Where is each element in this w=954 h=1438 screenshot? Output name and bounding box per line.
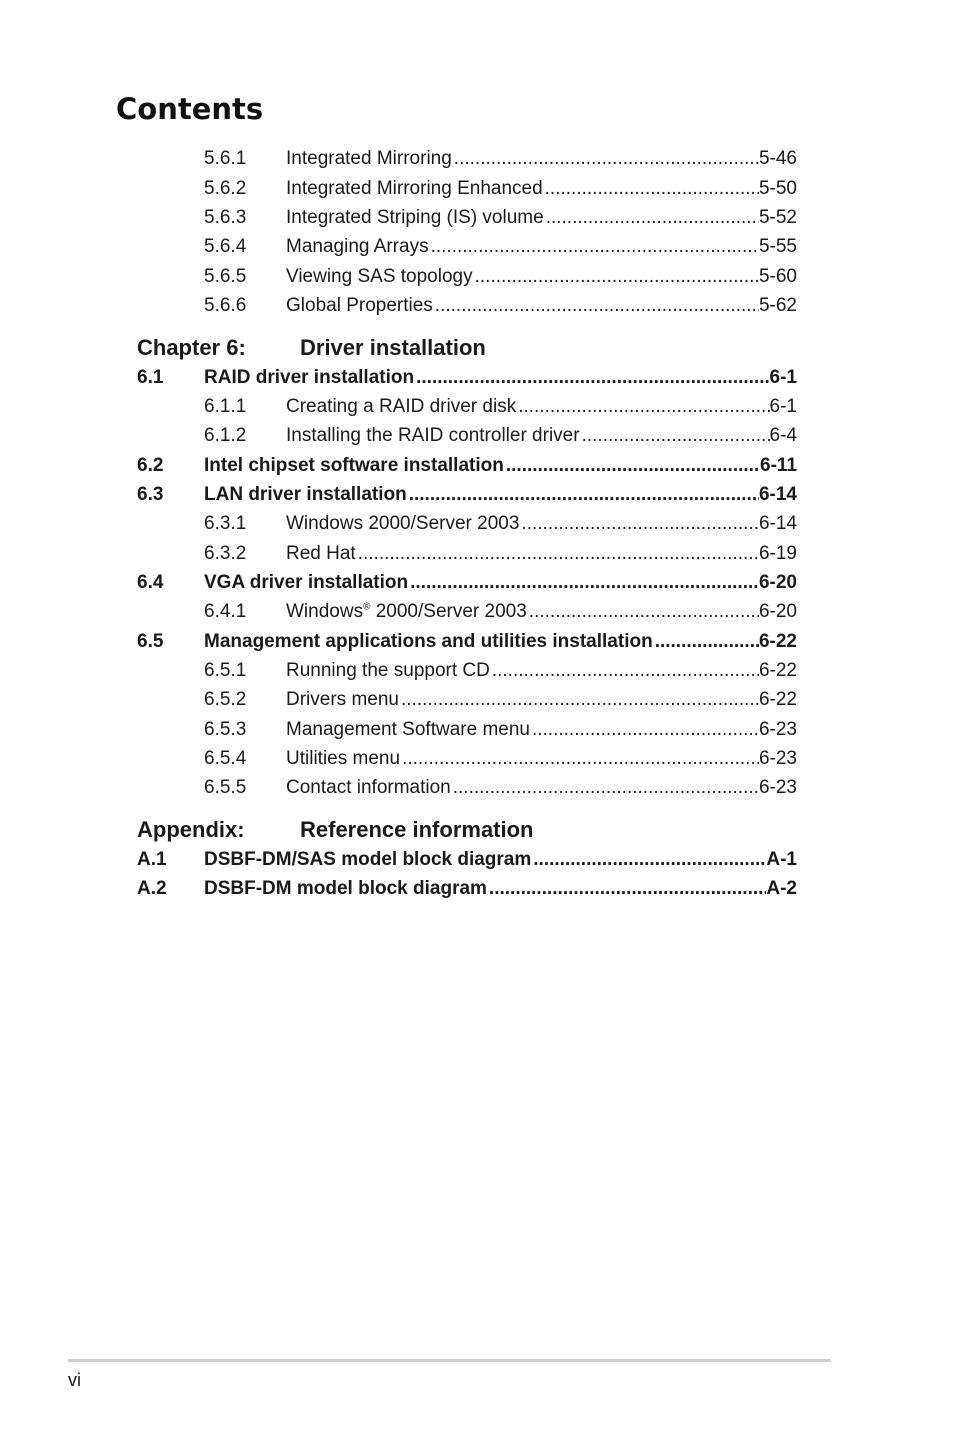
page-number: 6-23 [758,748,797,769]
entry-title [286,599,527,625]
entry-title-text: Management applications and utilities installation [204,631,653,652]
page-number: A-1 [766,849,797,870]
toc-subsection-entry[interactable] [0,717,954,743]
entry-title-text: Windows [286,601,364,622]
entry-line [286,394,797,420]
dot-leader [452,146,759,172]
page-number: 6-22 [758,660,797,681]
entry-title [286,205,544,231]
entry-line [286,423,797,449]
toc-section-entry[interactable] [0,453,954,479]
entry-line [286,717,797,743]
toc-subsection-entry[interactable] [0,205,954,231]
entry-number: 6.4 [137,572,164,593]
page-number: 6-14 [758,513,797,534]
page-number: 6-19 [758,543,797,564]
entry-title-text: Contact information [286,777,451,798]
dot-leader [407,482,759,508]
entry-title-text: Creating a RAID driver disk [286,396,517,417]
entry-title [286,423,580,449]
toc-section-entry[interactable] [0,482,954,508]
entry-number: 5.6.1 [204,148,247,169]
page-number: 6-14 [758,484,797,505]
page-number: 6-1 [769,396,797,417]
entry-title [286,541,356,567]
entry-title-text: Drivers menu [286,689,399,710]
page-number: 6-22 [758,689,797,710]
entry-number: 6.5 [137,631,164,652]
entry-line [204,482,797,508]
entry-number: 5.6.3 [204,207,247,228]
dot-leader [580,423,770,449]
dot-leader [429,234,759,260]
dot-leader [504,453,760,479]
dot-leader [414,365,769,391]
entry-title [286,146,452,172]
toc-section-entry[interactable] [0,847,954,873]
entry-number: 5.6.4 [204,236,247,257]
entry-title-text: Windows 2000/Server 2003 [286,513,520,534]
dot-leader [433,293,759,319]
entry-title-text: Integrated Striping (IS) volume [286,207,544,228]
dot-leader [530,717,759,743]
entry-line [286,511,797,537]
entry-line [204,365,797,391]
dot-leader [527,599,759,625]
entry-line [204,876,797,902]
toc-section-entry[interactable] [0,365,954,391]
entry-title [286,775,451,801]
registered-mark: ® [363,601,371,613]
toc-subsection-entry[interactable] [0,775,954,801]
chapter-heading [0,333,954,363]
entry-title [286,394,516,420]
dot-leader [400,746,759,772]
entry-number: 6.2 [137,455,164,476]
toc-section-entry[interactable] [0,570,954,596]
toc-section-entry[interactable] [0,629,954,655]
entry-title-text-cont: 2000/Server 2003 [370,601,527,622]
entry-line [286,541,797,567]
entry-line [204,629,797,655]
entry-title-text: Red Hat [286,543,356,564]
entry-title-text: RAID driver installation [204,367,415,388]
page-title: Contents [116,92,264,126]
entry-title-text: Managing Arrays [286,236,429,257]
page-number: 5-46 [758,148,797,169]
entry-number: 6.3.1 [204,513,247,534]
toc-subsection-entry[interactable] [0,687,954,713]
page-number: 5-50 [758,178,797,199]
entry-number: 6.4.1 [204,601,247,622]
toc-subsection-entry[interactable] [0,511,954,537]
entry-title [286,717,530,743]
page-number: 5-62 [758,295,797,316]
entry-title [286,234,429,260]
toc-subsection-entry[interactable] [0,146,954,172]
entry-line [286,205,797,231]
entry-line [286,775,797,801]
entry-title-text: Viewing SAS topology [286,266,473,287]
entry-number: 6.3.2 [204,543,247,564]
page-number: 5-60 [758,266,797,287]
entry-title [204,570,408,596]
entry-number: 6.5.2 [204,689,247,710]
toc-subsection-entry[interactable] [0,234,954,260]
entry-title-text: Integrated Mirroring [286,148,452,169]
entry-title-text: Utilities menu [286,748,401,769]
dot-leader [516,394,769,420]
entry-number: 6.5.5 [204,777,247,798]
entry-title [204,453,504,479]
entry-title [286,746,400,772]
footer-rule [68,1359,831,1362]
entry-line [204,453,797,479]
entry-number: 6.5.3 [204,719,247,740]
entry-number: 6.3 [137,484,164,505]
dot-leader [487,876,766,902]
toc-subsection-entry[interactable] [0,423,954,449]
page-number: 6-23 [758,719,797,740]
entry-title [204,847,531,873]
dot-leader [399,687,759,713]
entry-number: 6.5.1 [204,660,247,681]
entry-line [286,264,797,290]
entry-line [286,687,797,713]
entry-number: 6.1.1 [204,396,247,417]
entry-line [286,746,797,772]
entry-title [286,511,519,537]
entry-title [204,482,407,508]
toc-subsection-entry[interactable] [0,264,954,290]
page-number: 6-20 [758,601,797,622]
entry-line [286,234,797,260]
entry-title [286,658,490,684]
entry-title-text: VGA driver installation [204,572,409,593]
dot-leader [544,205,759,231]
entry-title-text: LAN driver installation [204,484,407,505]
entry-number: A.1 [137,849,167,870]
page-number: 5-52 [758,207,797,228]
page-number: 6-11 [760,455,797,476]
entry-number: 6.5.4 [204,748,247,769]
entry-title-text: Integrated Mirroring Enhanced [286,178,543,199]
dot-leader [653,629,759,655]
dot-leader [543,176,759,202]
entry-title [204,365,414,391]
page-number: 5-55 [758,236,797,257]
dot-leader [451,775,759,801]
toc-subsection-entry[interactable] [0,746,954,772]
chapter-label: Chapter 6: [137,335,246,360]
dot-leader [473,264,759,290]
toc-subsection-entry[interactable] [0,394,954,420]
entry-line [286,599,797,625]
chapter-label: Appendix: [137,817,245,842]
entry-title-text: Global Properties [286,295,433,316]
entry-title [204,629,653,655]
entry-line [286,658,797,684]
toc-subsection-entry[interactable] [0,176,954,202]
entry-number: A.2 [137,878,167,899]
entry-number: 5.6.5 [204,266,247,287]
toc-subsection-entry[interactable] [0,293,954,319]
entry-line [286,176,797,202]
dot-leader [356,541,759,567]
entry-number: 5.6.2 [204,178,247,199]
entry-line [204,847,797,873]
entry-title [204,876,487,902]
page-number: 6-23 [758,777,797,798]
entry-number: 5.6.6 [204,295,247,316]
entry-title [286,176,543,202]
page-number: 6-1 [769,367,797,388]
entry-title [286,293,433,319]
entry-line [204,570,797,596]
entry-title [286,687,399,713]
dot-leader [490,658,759,684]
entry-title-text: Management Software menu [286,719,530,740]
toc-subsection-entry[interactable] [0,658,954,684]
entry-title [286,264,473,290]
entry-number: 6.1 [137,367,164,388]
page-number: A-2 [766,878,797,899]
entry-title-text: DSBF-DM/SAS model block diagram [204,849,532,870]
entry-line [286,293,797,319]
toc-subsection-entry[interactable] [0,541,954,567]
toc-subsection-entry[interactable] [0,599,954,625]
toc-section-entry[interactable] [0,876,954,902]
dot-leader [531,847,766,873]
chapter-title: Driver installation [300,335,486,360]
entry-number: 6.1.2 [204,425,247,446]
footer-page-number: vi [68,1370,81,1390]
page-number: 6-22 [758,631,797,652]
entry-title-text: DSBF-DM model block diagram [204,878,487,899]
entry-title-text: Intel chipset software installation [204,455,504,476]
page-number: 6-4 [769,425,797,446]
entry-line [286,146,797,172]
chapter-heading [0,815,954,845]
page-number: 6-20 [758,572,797,593]
dot-leader [519,511,759,537]
dot-leader [408,570,759,596]
chapter-title: Reference information [300,817,534,842]
entry-title-text: Installing the RAID controller driver [286,425,580,446]
entry-title-text: Running the support CD [286,660,490,681]
